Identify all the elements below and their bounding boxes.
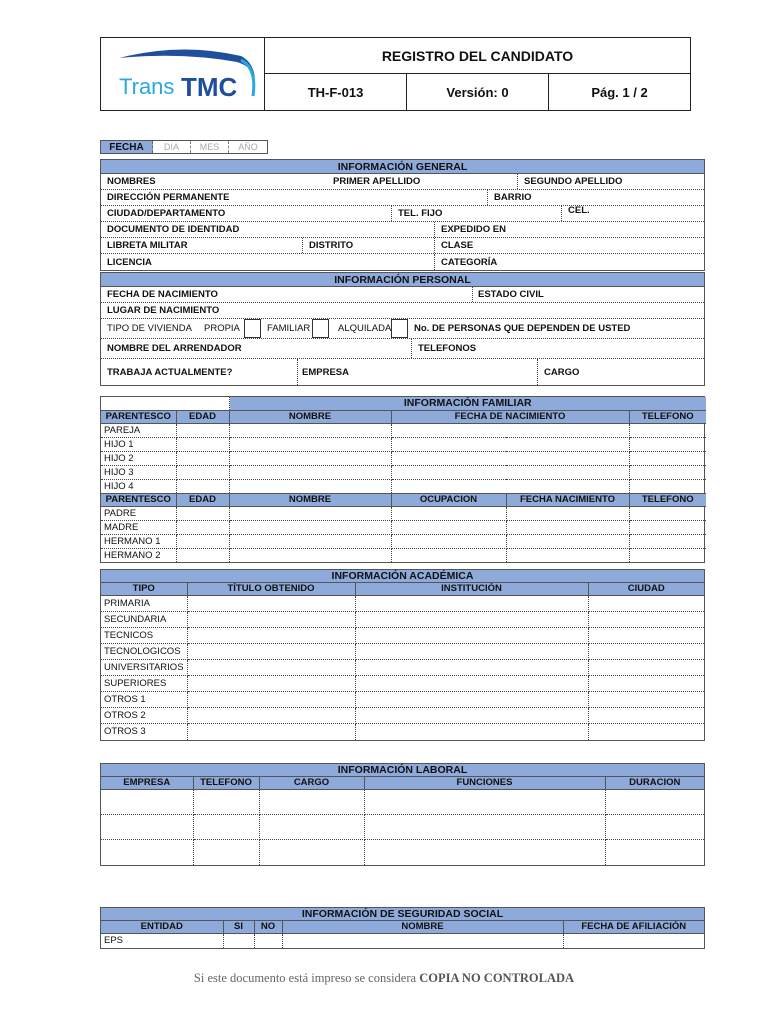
table-row[interactable] bbox=[101, 520, 706, 534]
label-direccion: DIRECCIÓN PERMANENTE bbox=[107, 192, 230, 203]
col-fecha-nacimiento-2: FECHA NACIMIENTO bbox=[506, 493, 629, 506]
label-tipo-vivienda: TIPO DE VIVIENDA bbox=[107, 323, 192, 334]
table-row[interactable] bbox=[101, 596, 704, 612]
col-telefono-laboral: TELEFONO bbox=[193, 777, 259, 790]
date-year-field[interactable]: AÑO bbox=[238, 142, 258, 152]
label-expedido: EXPEDIDO EN bbox=[441, 224, 506, 235]
label-distrito: DISTRITO bbox=[309, 240, 354, 251]
table-row[interactable] bbox=[101, 644, 704, 660]
col-no: NO bbox=[254, 921, 282, 934]
row-lugar-nacimiento[interactable] bbox=[101, 303, 704, 319]
col-telefono-2: TELEFONO bbox=[629, 493, 706, 506]
document-version: Versión: 0 bbox=[407, 74, 549, 110]
table-row[interactable] bbox=[101, 790, 704, 815]
personal-info-section bbox=[100, 272, 705, 386]
logo-text-trans: Trans bbox=[119, 74, 175, 99]
label-trabaja: TRABAJA ACTUALMENTE? bbox=[107, 366, 233, 378]
work-info-section bbox=[100, 763, 705, 866]
table-row[interactable] bbox=[101, 708, 704, 724]
general-info-section bbox=[100, 159, 705, 271]
social-security-section bbox=[100, 907, 705, 949]
label-fecha-nacimiento: FECHA DE NACIMIENTO bbox=[107, 289, 218, 300]
col-entidad: ENTIDAD bbox=[101, 921, 223, 934]
checkbox-alquilada[interactable] bbox=[391, 319, 408, 338]
table-row[interactable] bbox=[101, 548, 706, 562]
row-label: HIJO 4 bbox=[101, 479, 176, 493]
row-label: PADRE bbox=[101, 506, 176, 520]
label-empresa: EMPRESA bbox=[302, 366, 349, 378]
label-personas: No. DE PERSONAS QUE DEPENDEN DE USTED bbox=[414, 323, 631, 334]
row-label: PAREJA bbox=[101, 423, 176, 437]
label-cel: CEL. bbox=[568, 205, 590, 216]
table-row[interactable] bbox=[101, 423, 706, 437]
label-segundo-apellido: SEGUNDO APELLIDO bbox=[524, 176, 623, 187]
col-ciudad: CIUDAD bbox=[588, 583, 704, 596]
academic-info-section bbox=[100, 569, 705, 741]
table-row[interactable] bbox=[101, 676, 704, 692]
row-ciudad[interactable] bbox=[101, 206, 704, 222]
label-documento: DOCUMENTO DE IDENTIDAD bbox=[107, 224, 240, 235]
col-si: SI bbox=[223, 921, 254, 934]
label-estado-civil: ESTADO CIVIL bbox=[478, 289, 544, 300]
row-licencia[interactable] bbox=[101, 254, 704, 270]
col-parentesco: PARENTESCO bbox=[101, 410, 176, 423]
row-label: TECNICOS bbox=[101, 628, 187, 644]
row-nombres[interactable] bbox=[101, 174, 704, 190]
table-row[interactable] bbox=[101, 506, 706, 520]
family-info-title: INFORMACIÓN FAMILIAR bbox=[229, 397, 706, 410]
label-categoria: CATEGORÍA bbox=[441, 256, 498, 268]
col-nombre-2: NOMBRE bbox=[229, 493, 391, 506]
row-label: OTROS 2 bbox=[101, 708, 187, 724]
label-telefonos: TELEFONOS bbox=[418, 343, 477, 354]
label-arrendador: NOMBRE DEL ARRENDADOR bbox=[107, 343, 242, 354]
checkbox-propia[interactable] bbox=[244, 319, 261, 338]
row-label: HERMANO 1 bbox=[101, 534, 176, 548]
label-cargo: CARGO bbox=[544, 366, 580, 378]
label-tel-fijo: TEL. FIJO bbox=[398, 208, 443, 219]
row-label: HIJO 2 bbox=[101, 451, 176, 465]
col-ocupacion: OCUPACION bbox=[391, 493, 506, 506]
footer-note bbox=[0, 971, 768, 986]
col-duracion: DURACION bbox=[605, 777, 704, 790]
table-row[interactable] bbox=[101, 612, 704, 628]
label-clase: CLASE bbox=[441, 240, 474, 251]
document-header bbox=[100, 37, 691, 111]
footer-text: Si este documento está impreso se considera bbox=[193, 971, 417, 985]
table-row[interactable] bbox=[101, 815, 704, 840]
row-label: TECNOLOGICOS bbox=[101, 644, 187, 660]
col-fecha-afiliacion: FECHA DE AFILIACIÓN bbox=[563, 921, 704, 934]
col-parentesco-2: PARENTESCO bbox=[101, 493, 176, 506]
col-funciones: FUNCIONES bbox=[364, 777, 605, 790]
col-telefono: TELEFONO bbox=[629, 410, 706, 423]
table-row[interactable] bbox=[101, 534, 706, 548]
table-row[interactable] bbox=[101, 465, 706, 479]
label-barrio: BARRIO bbox=[494, 192, 532, 203]
academic-info-title: INFORMACIÓN ACADÉMICA bbox=[101, 570, 704, 583]
col-tipo: TIPO bbox=[101, 583, 187, 596]
col-nombre: NOMBRE bbox=[229, 410, 391, 423]
col-titulo: TÍTULO OBTENIDO bbox=[187, 583, 355, 596]
row-arrendador[interactable] bbox=[101, 339, 704, 359]
label-familiar: FAMILIAR bbox=[267, 323, 311, 334]
row-label: MADRE bbox=[101, 520, 176, 534]
col-cargo: CARGO bbox=[259, 777, 364, 790]
label-nombres: NOMBRES bbox=[107, 176, 156, 187]
table-row[interactable] bbox=[101, 437, 706, 451]
company-logo bbox=[101, 38, 265, 110]
col-empresa: EMPRESA bbox=[101, 777, 193, 790]
general-info-title: INFORMACIÓN GENERAL bbox=[101, 160, 704, 174]
date-month-field[interactable]: MES bbox=[191, 141, 229, 153]
row-label: PRIMARIA bbox=[101, 596, 187, 612]
logo-swoosh-icon bbox=[101, 38, 265, 110]
date-field bbox=[100, 140, 268, 154]
col-edad: EDAD bbox=[176, 410, 229, 423]
checkbox-familiar[interactable] bbox=[312, 319, 329, 338]
row-label: OTROS 3 bbox=[101, 724, 187, 740]
family-info-section bbox=[100, 396, 705, 563]
row-label: HIJO 1 bbox=[101, 437, 176, 451]
social-security-title: INFORMACIÓN DE SEGURIDAD SOCIAL bbox=[101, 908, 704, 921]
personal-info-title: INFORMACIÓN PERSONAL bbox=[101, 273, 704, 287]
row-label: HIJO 3 bbox=[101, 465, 176, 479]
date-day-field[interactable]: DIA bbox=[153, 141, 191, 153]
work-info-title: INFORMACIÓN LABORAL bbox=[101, 764, 704, 777]
label-ciudad: CIUDAD/DEPARTAMENTO bbox=[107, 208, 226, 219]
row-label: EPS bbox=[101, 934, 223, 948]
document-title: REGISTRO DEL CANDIDATO bbox=[265, 38, 690, 74]
row-direccion[interactable] bbox=[101, 190, 704, 206]
label-propia: PROPIA bbox=[204, 323, 240, 334]
table-row[interactable] bbox=[101, 840, 704, 865]
table-row[interactable] bbox=[101, 934, 704, 948]
table-row[interactable] bbox=[101, 479, 706, 493]
logo-text-tmc: TMC bbox=[181, 72, 238, 102]
row-trabaja[interactable] bbox=[101, 359, 704, 385]
col-institucion: INSTITUCIÓN bbox=[355, 583, 588, 596]
label-licencia: LICENCIA bbox=[107, 256, 152, 268]
row-label: SUPERIORES bbox=[101, 676, 187, 692]
row-label: UNIVERSITARIOS bbox=[101, 660, 187, 676]
document-code: TH-F-013 bbox=[265, 74, 407, 110]
table-row[interactable] bbox=[101, 692, 704, 708]
table-row[interactable] bbox=[101, 724, 704, 740]
label-lugar-nacimiento: LUGAR DE NACIMIENTO bbox=[107, 305, 220, 316]
row-label: OTROS 1 bbox=[101, 692, 187, 708]
row-fecha-nacimiento[interactable] bbox=[101, 287, 704, 303]
table-row[interactable] bbox=[101, 660, 704, 676]
row-tipo-vivienda[interactable] bbox=[101, 319, 704, 339]
col-edad-2: EDAD bbox=[176, 493, 229, 506]
row-libreta[interactable] bbox=[101, 238, 704, 254]
col-nombre-entidad: NOMBRE bbox=[282, 921, 563, 934]
label-primer-apellido: PRIMER APELLIDO bbox=[333, 176, 421, 187]
row-label: SECUNDARIA bbox=[101, 612, 187, 628]
table-row[interactable] bbox=[101, 628, 704, 644]
col-fecha-nacimiento: FECHA DE NACIMIENTO bbox=[391, 410, 629, 423]
row-documento[interactable] bbox=[101, 222, 704, 238]
footer-bold-text: COPIA NO CONTROLADA bbox=[419, 971, 575, 985]
table-row[interactable] bbox=[101, 451, 706, 465]
label-libreta: LIBRETA MILITAR bbox=[107, 240, 188, 251]
label-alquilada: ALQUILADA bbox=[338, 323, 392, 334]
date-label: FECHA bbox=[101, 141, 153, 153]
row-label: HERMANO 2 bbox=[101, 548, 176, 562]
document-page: Pág. 1 / 2 bbox=[591, 84, 648, 100]
